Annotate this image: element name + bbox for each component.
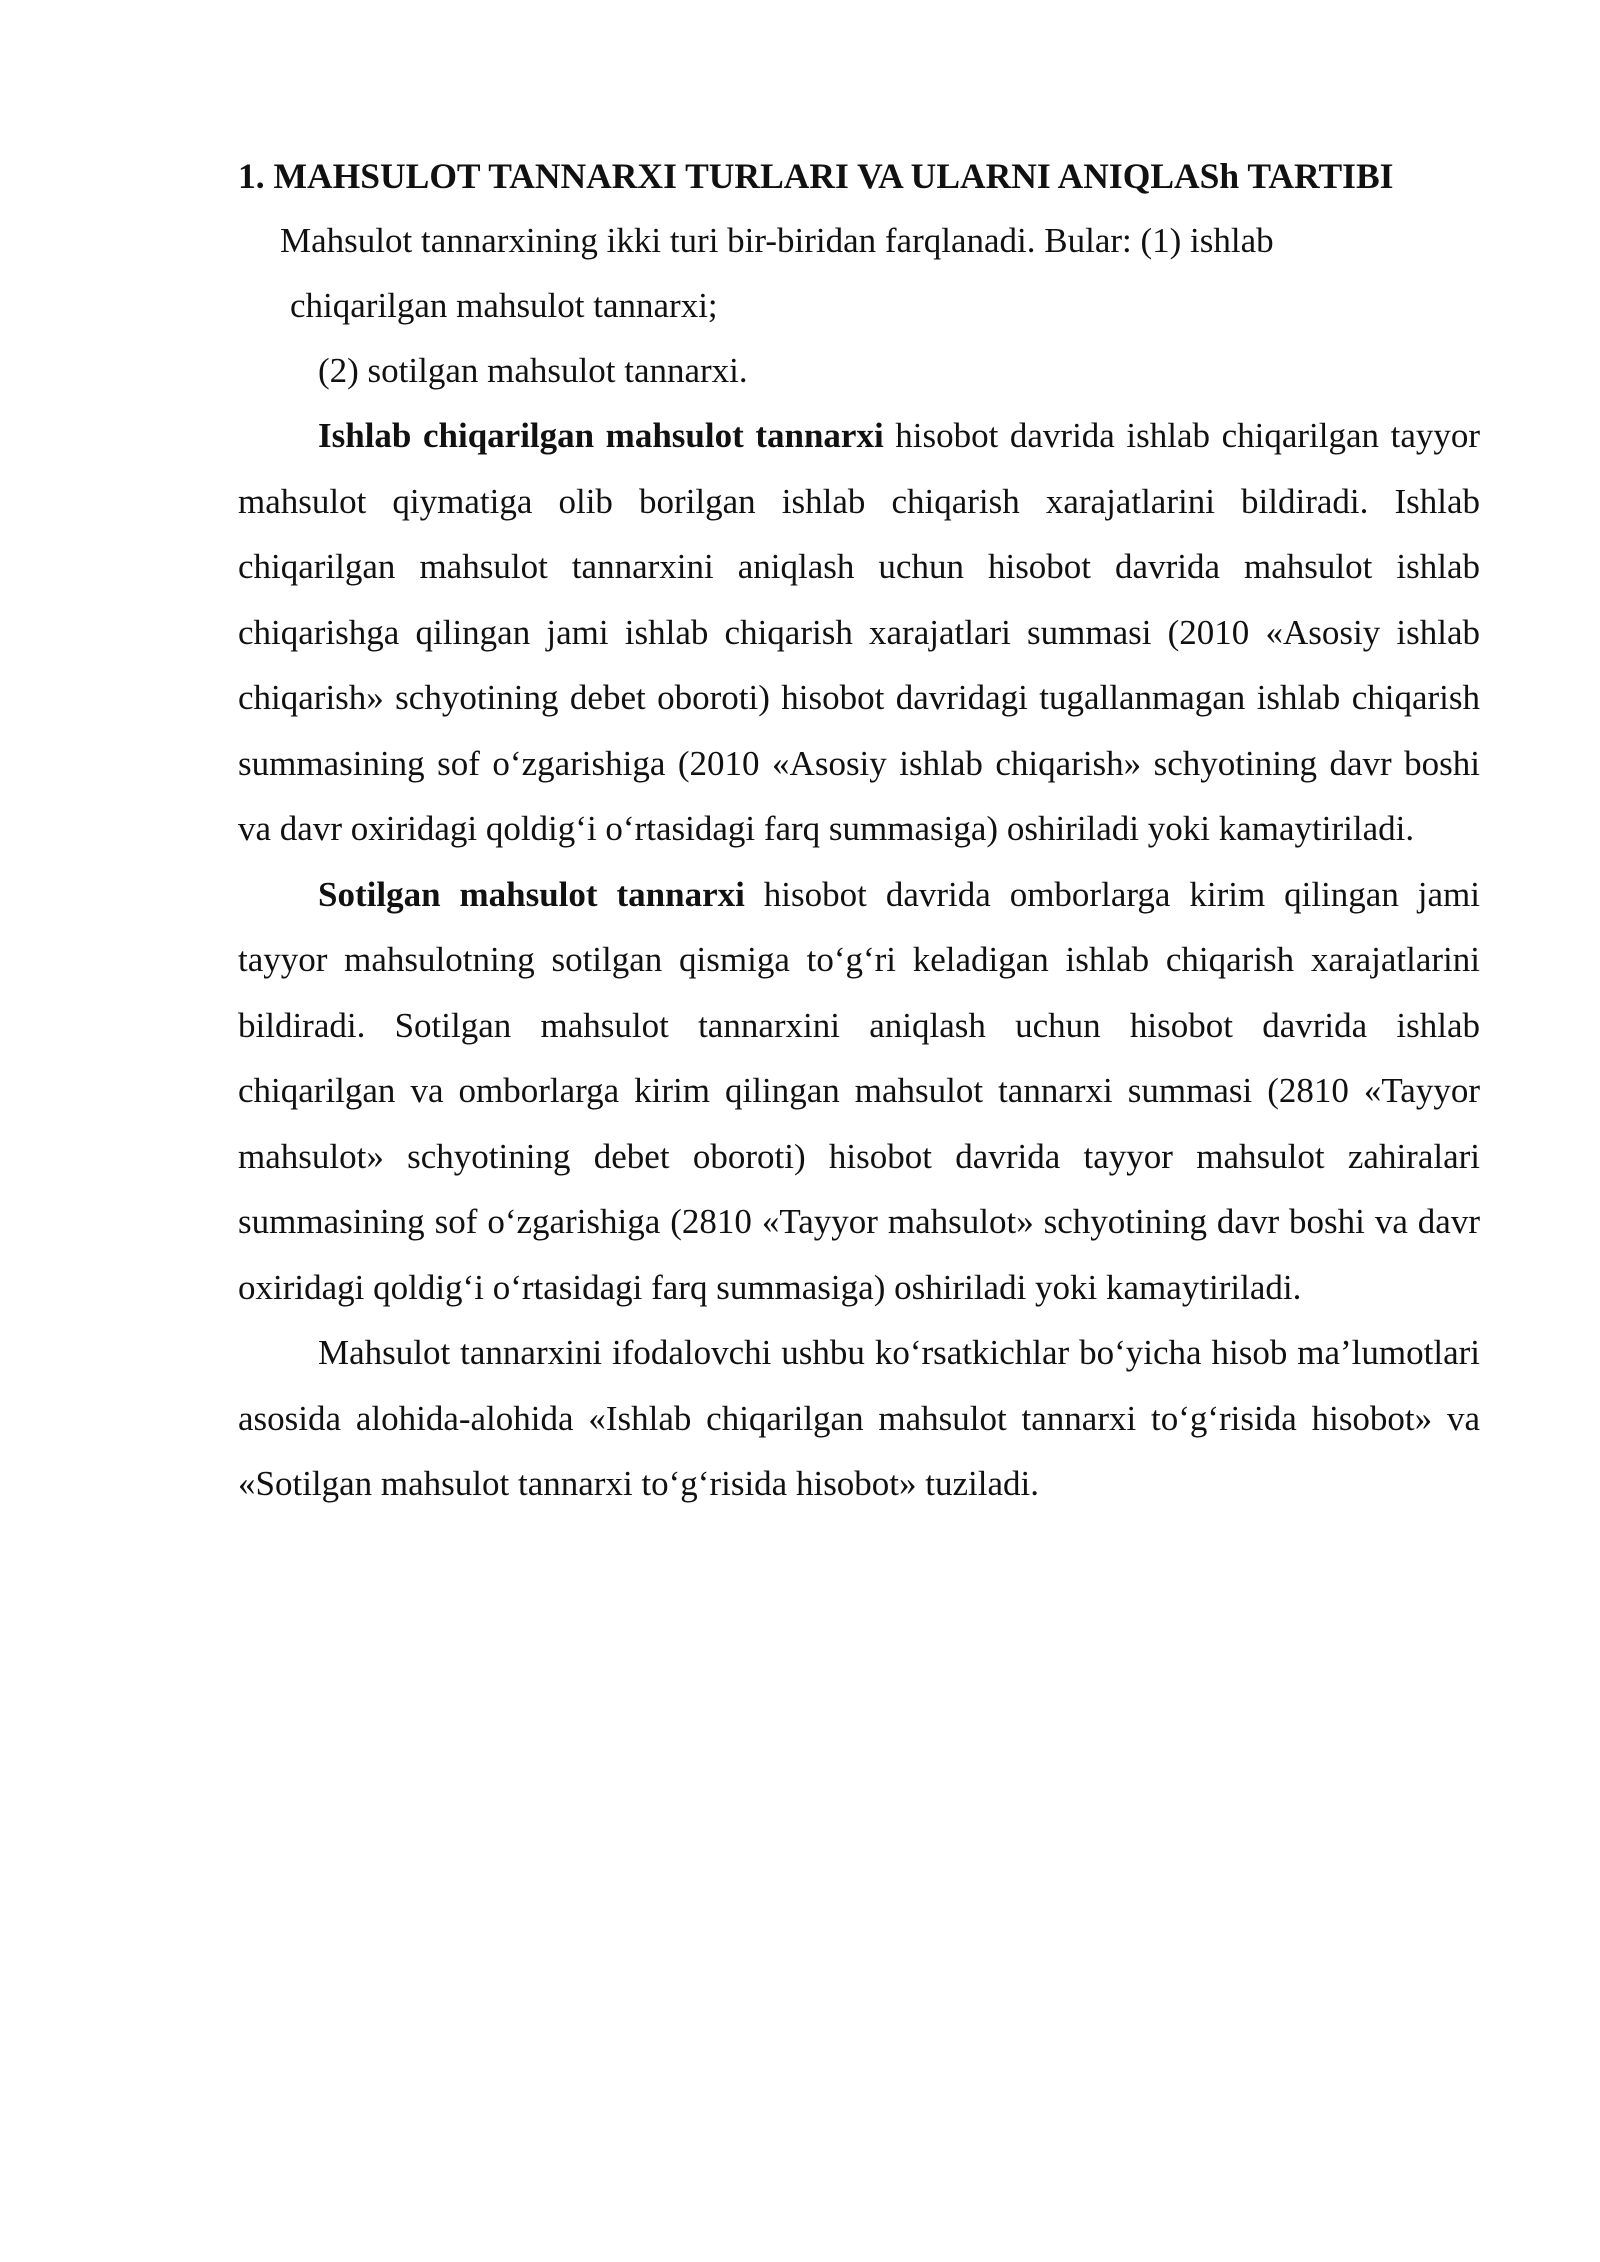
section-heading: 1. MAHSULOT TANNARXI TURLARI VA ULARNI ANIQLASh TARTIBI <box>238 156 1394 196</box>
term-produced-cost: Ishlab chiqarilgan mahsulot tannarxi <box>318 416 884 455</box>
intro-line-1: Mahsulot tannarxining ikki turi bir-biridan farqlanadi. Bular: (1) ishlab chiqarilgan mahsulot tannarxi; <box>280 221 1274 325</box>
paragraph-sold-cost-text: hisobot davrida omborlarga kirim qilingan jami tayyor mahsulotning sotilgan qismiga to‘g‘ri keladigan ishlab chiqarish xarajatlarini bildiradi. Sotilgan mahsulot tannarxini aniqlash uchun hisobot davrida ishlab chiqarilgan va omborlarga kirim qilingan mahsulot tannarxi summasi (2810 «Tayyor mahsulot» schyotining debet oboroti) hisobot davrida tayyor mahsulot zahiralari summasining sof o‘zgarishiga (2810 «Tayyor mahsulot» schyotining davr boshi va davr oxiridagi qoldig‘i o‘rtasidagi farq summasiga) oshiriladi yoki kamaytiriladi. <box>238 874 1480 1307</box>
document-body <box>238 150 1480 1517</box>
intro-line-2: (2) sotilgan mahsulot tannarxi. <box>318 351 748 390</box>
paragraph-reports: Mahsulot tannarxini ifodalovchi ushbu ko‘rsatkichlar bo‘yicha hisob ma’lumotlari asosida alohida-alohida «Ishlab chiqarilgan mahsulot tannarxi to‘g‘risida hisobot» va «Sotilgan mahsulot tannarxi to‘g‘risida hisobot» tuziladi. <box>238 1333 1480 1503</box>
paragraph-produced-cost <box>238 403 1480 862</box>
paragraph-sold-cost <box>238 862 1480 1321</box>
paragraph-produced-cost-text: hisobot davrida ishlab chiqarilgan tayyor mahsulot qiymatiga olib borilgan ishlab chiqarish xarajatlarini bildiradi. Ishlab chiqarilgan mahsulot tannarxini aniqlash uchun hisobot davrida mahsulot ishlab chiqarishga qilingan jami ishlab chiqarish xarajatlari summasi (2010 «Asosiy ishlab chiqarish» schyotining debet oboroti) hisobot davridagi tugallanmagan ishlab chiqarish summasining sof o‘zgarishiga (2010 «Asosiy ishlab chiqarish» schyotining davr boshi va davr oxiridagi qoldig‘i o‘rtasidagi farq summasiga) oshiriladi yoki kamaytiriladi. <box>238 416 1481 848</box>
term-sold-cost: Sotilgan mahsulot tannarxi <box>318 874 745 914</box>
